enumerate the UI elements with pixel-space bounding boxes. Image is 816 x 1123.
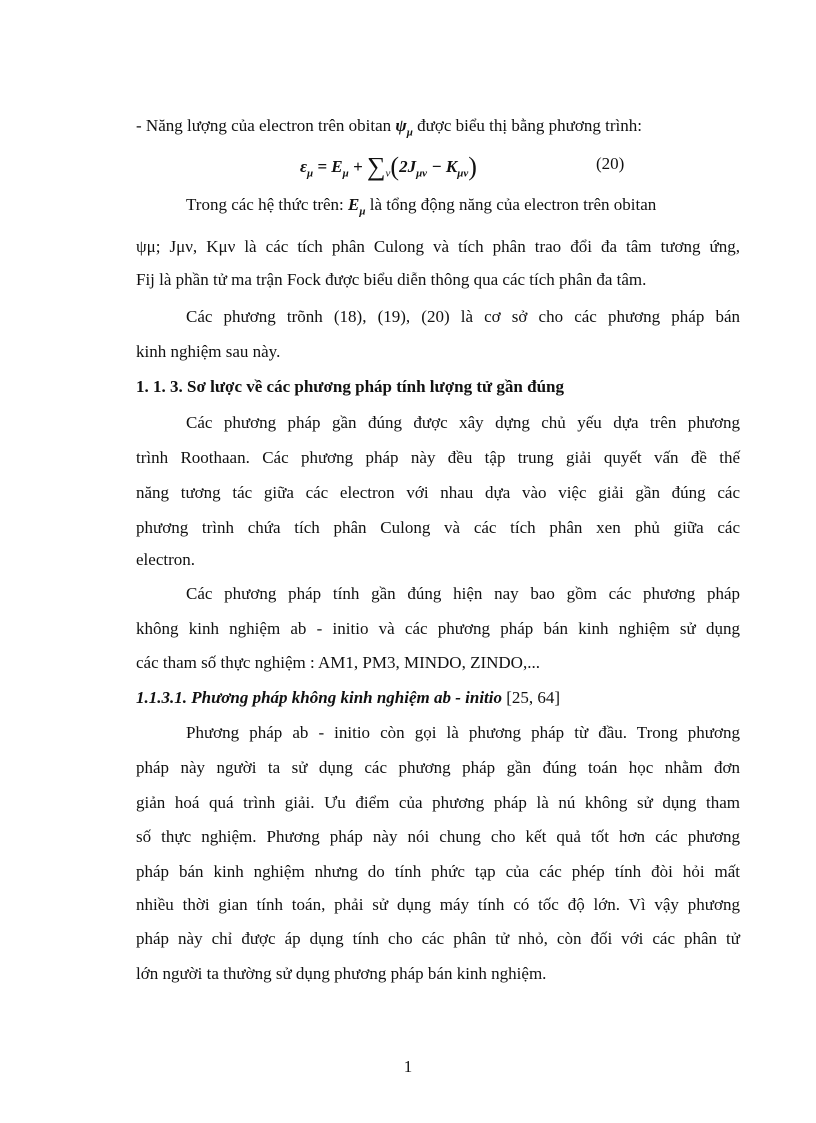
text-line: Phương pháp ab - initio còn gọi là phương pháp từ đầu. Trong phương [186, 723, 740, 742]
text-line: electron. [136, 550, 195, 569]
text-line: Trong các hệ thức trên: $E_\mu$ là tổng động năng của electron trên obitan [186, 195, 657, 218]
text-line: ψμ; Jμν, Kμν là các tích phân Culong và tích phân trao đổi đa tâm tương ứng, [136, 237, 740, 256]
text-line: kinh nghiệm sau này. [136, 342, 281, 361]
text-line: trình Roothaan. Các phương pháp này đều tập trung giải quyết vấn đề thế [136, 448, 740, 467]
equation-number: (20) [596, 154, 625, 173]
text-line: Các phương pháp gần đúng được xây dựng chủ yếu dựa trên phương [186, 413, 740, 432]
psi-mu-symbol: $\psi_\mu$ [395, 116, 413, 139]
equation-20: $\varepsilon_\mu = E_\mu + \sum_\nu(2J_{\mu\nu} - K_{\mu\nu})$ [300, 152, 477, 181]
text-line: năng tương tác giữa các electron với nhau dựa vào việc giải gần đúng các [136, 483, 740, 502]
text-line: pháp này người ta sử dụng các phương pháp gần đúng toán học nhằm đơn [136, 758, 740, 777]
section-heading: 1. 1. 3. Sơ lược về các phương pháp tính lượng tử gần đúng [136, 377, 564, 396]
citation: [25, 64] [506, 688, 561, 707]
text-line: Fij là phần tử ma trận Fock được biểu diễn thông qua các tích phân đa tâm. [136, 270, 647, 289]
text-line: Các phương pháp tính gần đúng hiện nay bao gồm các phương pháp [186, 584, 740, 603]
text-line: không kinh nghiệm ab - initio và các phương pháp bán kinh nghiệm sử dụng [136, 619, 740, 638]
text-line: số thực nghiệm. Phương pháp này nói chung cho kết quả tốt hơn các phương [136, 827, 740, 846]
text-line: nhiều thời gian tính toán, phải sử dụng máy tính có tốc độ lớn. Vì vậy phương [136, 895, 740, 914]
subsection-heading: 1.1.3.1. Phương pháp không kinh nghiệm ab - initio [25, 64] [136, 688, 561, 707]
text-line: Các phương trõnh (18), (19), (20) là cơ sở cho các phương pháp bán [186, 307, 740, 326]
text-line: lớn người ta thường sử dụng phương pháp bán kinh nghiệm. [136, 964, 547, 983]
page-number: 1 [403, 1057, 413, 1076]
text-line: - Năng lượng của electron trên obitan $\psi_\mu$ được biểu thị bằng phương trình: [136, 116, 642, 139]
text-line: phương trình chứa tích phân Culong và các tích phân xen phủ giữa các [136, 518, 740, 537]
text-line: pháp này chỉ được áp dụng tính cho các phân tử nhỏ, còn đối với các phân tử [136, 929, 740, 948]
text-line: giản hoá quá trình giải. Ưu điểm của phương pháp là nú không sử dụng tham [136, 793, 740, 812]
text-line: pháp bán kinh nghiệm nhưng do tính phức tạp của các phép tính đòi hỏi mất [136, 862, 740, 881]
e-mu-symbol: $E_\mu$ [348, 195, 366, 218]
text-line: các tham số thực nghiệm : AM1, PM3, MINDO, ZINDO,... [136, 653, 540, 672]
